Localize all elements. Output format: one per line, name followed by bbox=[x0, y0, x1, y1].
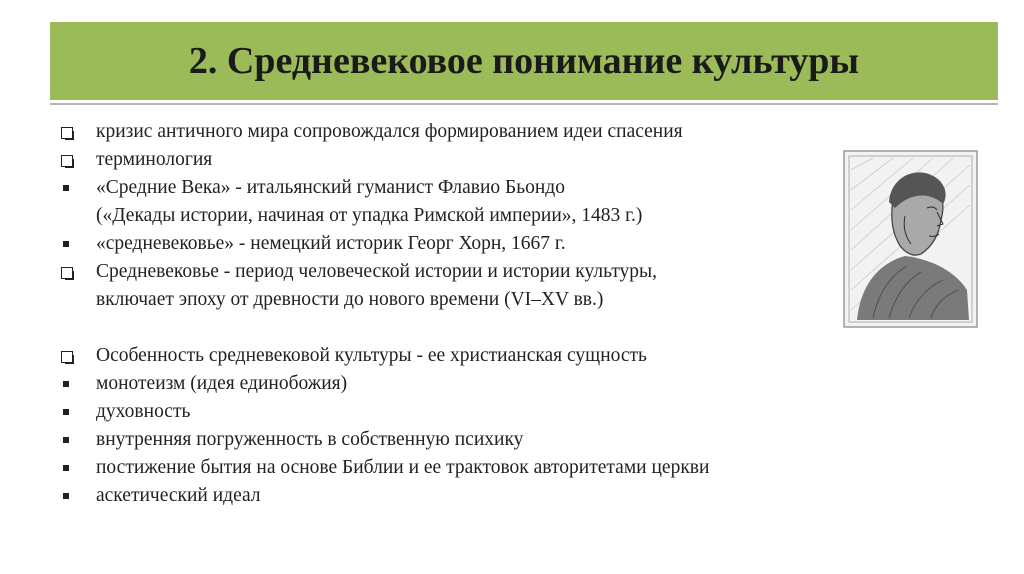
list-item bbox=[56, 174, 836, 230]
item-text: внутренняя погруженность в собственную психику bbox=[96, 429, 524, 450]
item-text-continued: включает эпоху от древности до нового времени (VI–XV вв.) bbox=[96, 289, 604, 310]
checkbox-bullet-icon bbox=[56, 258, 86, 286]
title-divider bbox=[50, 103, 998, 105]
list-item bbox=[56, 370, 836, 398]
slide-title: 2. Средневековое понимание культуры bbox=[188, 40, 860, 82]
item-text: духовность bbox=[96, 401, 191, 422]
item-text: «Средние Века» - итальянский гуманист Флавио Бьондо bbox=[96, 177, 565, 198]
checkbox-bullet-icon bbox=[56, 146, 86, 174]
list-item bbox=[56, 426, 836, 454]
item-text: кризис античного мира сопровождался формированием идеи спасения bbox=[96, 121, 683, 142]
checkbox-bullet-icon bbox=[56, 342, 86, 370]
square-bullet-icon bbox=[56, 398, 86, 426]
square-bullet-icon bbox=[56, 482, 86, 510]
title-bar bbox=[50, 22, 998, 100]
square-bullet-icon bbox=[56, 230, 86, 258]
list-item bbox=[56, 342, 836, 370]
item-text: Средневековье - период человеческой истории и истории культуры, bbox=[96, 261, 657, 282]
list-item bbox=[56, 482, 836, 510]
list-item bbox=[56, 118, 836, 146]
square-bullet-icon bbox=[56, 426, 86, 454]
list-item bbox=[56, 454, 836, 482]
square-bullet-icon bbox=[56, 174, 86, 202]
list-item bbox=[56, 398, 836, 426]
checkbox-bullet-icon bbox=[56, 118, 86, 146]
portrait-image bbox=[843, 150, 978, 328]
item-text: аскетический идеал bbox=[96, 485, 261, 506]
list-item bbox=[56, 230, 836, 258]
item-text-continued: («Декады истории, начиная от упадка Римской империи», 1483 г.) bbox=[96, 205, 643, 226]
square-bullet-icon bbox=[56, 370, 86, 398]
item-text: монотеизм (идея единобожия) bbox=[96, 373, 348, 394]
item-text: постижение бытия на основе Библии и ее трактовок авторитетами церкви bbox=[96, 457, 710, 478]
square-bullet-icon bbox=[56, 454, 86, 482]
list-item bbox=[56, 146, 836, 174]
item-text: «средневековье» - немецкий историк Георг Хорн, 1667 г. bbox=[96, 233, 566, 254]
item-text: терминология bbox=[96, 149, 213, 170]
item-text: Особенность средневековой культуры - ее христианская сущность bbox=[96, 345, 647, 366]
list-item bbox=[56, 258, 836, 314]
bullet-list bbox=[56, 118, 836, 510]
